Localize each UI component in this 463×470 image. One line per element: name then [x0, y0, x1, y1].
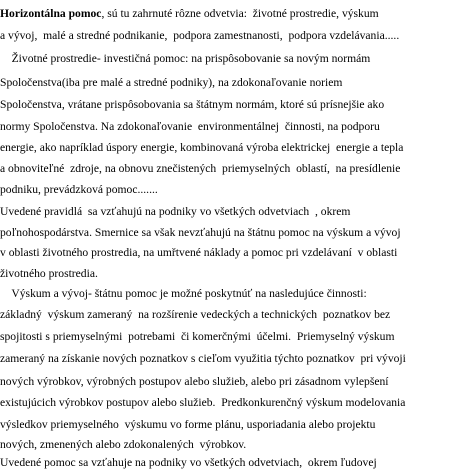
document-line [0, 352, 406, 366]
body-text: Spoločenstva, vrátane prispôsobovania sa štátnym normám, ktoré sú prísnejšie ako [0, 98, 385, 111]
document-line [0, 246, 397, 260]
document-line [0, 162, 400, 176]
body-text: Výskum a vývoj- štátnu pomoc je možné poskytnúť na nasledujúce činnosti: [0, 287, 367, 300]
body-text: poľnohospodárstva. Smernice sa však nevzťahujú na štátnu pomoc na výskum a vývoj [0, 226, 401, 239]
document-line [0, 308, 390, 322]
body-text: a vývoj, malé a stredné podnikanie, podpora zamestnanosti, podpora vzdelávania..... [0, 29, 400, 42]
document-line [0, 52, 370, 66]
body-text: spojitosti s priemyselnými potrebami či komerčnými účelmi. Priemyselný výskum [0, 330, 395, 343]
document-line [0, 418, 375, 432]
document-line [0, 98, 384, 112]
body-text: normy Spoločenstva. Na zdokonaľovanie environmentálnej činnosti, na podporu [0, 120, 380, 133]
document-line [0, 438, 246, 452]
document-line [0, 267, 98, 281]
document-line [0, 141, 403, 155]
document-line [0, 7, 379, 21]
body-text: zameraný na získanie nových poznatkov s cieľom využitia týchto poznatkov pri vývoji [0, 352, 406, 365]
body-text: Uvedené pomoc sa vzťahuje na podniky vo všetkých odvetviach, okrem ľudovej [0, 456, 377, 469]
document-line [0, 226, 401, 240]
body-text: základný výskum zameraný na rozšírenie vedeckých a technických poznatkov bez [0, 308, 391, 321]
document-line [0, 287, 367, 301]
body-text: Spoločenstva(iba pre malé a stredné podniky), na zdokonaľovanie noriem [0, 76, 343, 89]
document-line [0, 205, 350, 219]
document-line [0, 456, 377, 470]
document-line [0, 183, 158, 197]
body-text: Životné prostredie- investičná pomoc: na prispôsobovanie sa novým normám [0, 52, 371, 65]
document-line [0, 120, 380, 134]
body-text: podniku, prevádzková pomoc....... [0, 183, 158, 196]
body-text: životného prostredia. [0, 267, 98, 280]
body-text: a obnoviteľné zdroje, na obnovu znečistených priemyselných oblastí, na presídlenie [0, 162, 401, 175]
body-text: výsledkov priemyselného výskumu vo forme plánu, usporiadania alebo projektu [0, 418, 376, 431]
document-line [0, 330, 394, 344]
body-text: v oblasti životného prostredia, na umřtvené náklady a pomoc pri vzdelávaní v oblasti [0, 246, 398, 259]
document-line [0, 29, 399, 43]
document-line [0, 375, 389, 389]
body-text: energie, ako napríklad úspory energie, kombinovaná výroba elektrickej energie a tepla [0, 141, 404, 154]
document-line [0, 76, 342, 90]
document-line [0, 396, 405, 410]
body-text: existujúcich výrobkov postupov alebo služieb. Predkonkurenčný výskum modelovania [0, 396, 406, 409]
body-text: , sú tu zahrnuté rôzne odvetvia: životné prostredie, výskum [101, 7, 379, 20]
body-text: nových výrobkov, výrobných postupov alebo služieb, alebo pri zásadnom vylepšení [0, 375, 389, 388]
bold-heading-text: Horizontálna pomoc [0, 7, 102, 20]
body-text: Uvedené pravidlá sa vzťahujú na podniky vo všetkých odvetviach , okrem [0, 205, 351, 218]
body-text: nových, zmenených alebo zdokonalených výrobkov. [0, 438, 247, 451]
